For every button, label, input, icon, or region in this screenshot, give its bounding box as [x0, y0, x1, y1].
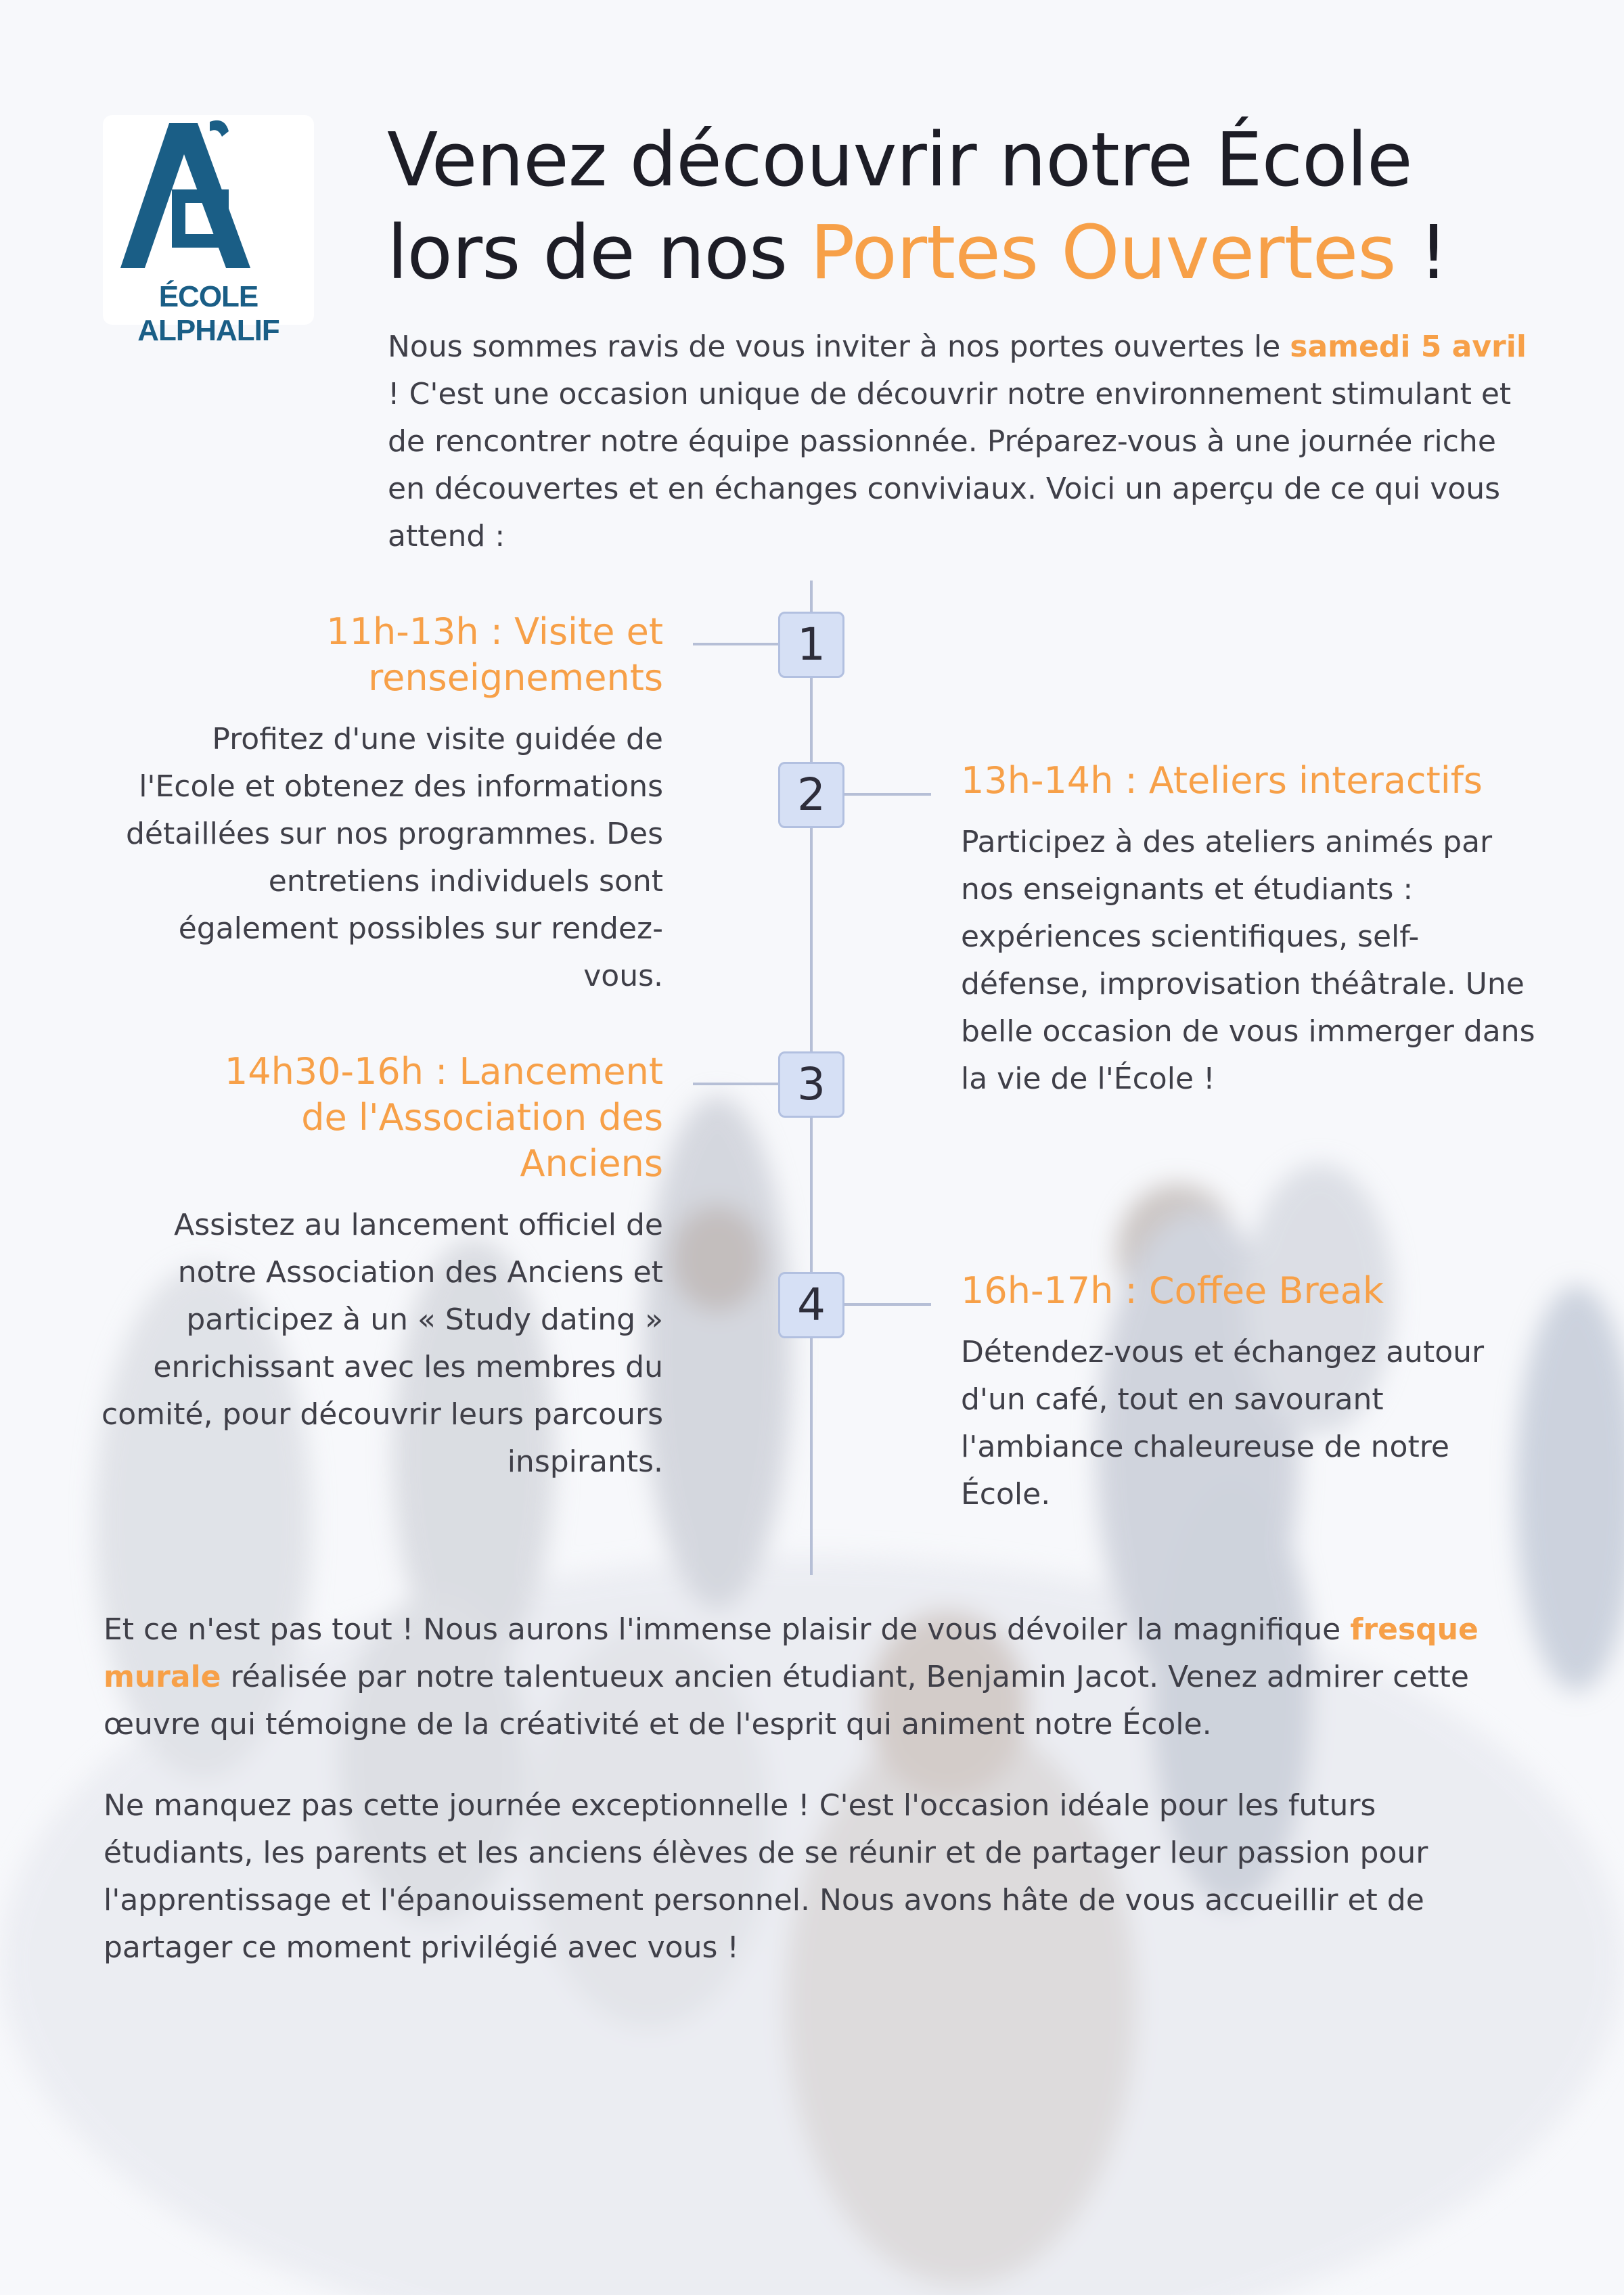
connector-1: [693, 643, 778, 645]
school-logo: [103, 115, 314, 347]
timeline-event-4: [961, 1268, 1536, 1518]
mural-highlight: fresque murale: [104, 1612, 1479, 1694]
page-title: [387, 114, 1537, 299]
event-1-title: 11h-13h : Visite et renseignements: [326, 610, 663, 699]
title-line-1: Venez découvrir notre École: [387, 116, 1412, 203]
step-3-badge: 3: [778, 1051, 844, 1118]
mural-paragraph: [104, 1606, 1531, 1748]
title-line-2-suffix: !: [1395, 209, 1448, 296]
event-3-text: Assistez au lancement officiel de notre Association des Anciens et participez à un « Study dating » enrichissant avec les membres du comité, pour découvrir leurs parcours inspirants.: [102, 1208, 663, 1479]
connector-4: [844, 1303, 931, 1306]
step-4-badge: 4: [778, 1272, 844, 1338]
intro-date-highlight: samedi 5 avril: [1290, 330, 1527, 364]
timeline-event-1: [102, 609, 663, 1000]
event-4-text: Détendez-vous et échangez autour d'un café, tout en savourant l'ambiance chaleureuse de notre École.: [961, 1335, 1485, 1512]
step-1-badge: 1: [778, 612, 844, 678]
event-3-title: 14h30-16h : Lancement de l'Association des Anciens: [224, 1050, 663, 1185]
logo-text: ÉCOLE ALPHALIF: [137, 280, 279, 347]
step-2-badge: 2: [778, 762, 844, 828]
timeline-event-3: [102, 1049, 663, 1486]
connector-2: [844, 793, 931, 796]
event-2-text: Participez à des ateliers animés par nos enseignants et étudiants : expériences scientifiques, self-défense, improvisation théâtrale. Une belle occasion de vous immerger dans la vie de l'École !: [961, 825, 1535, 1096]
intro-paragraph: [388, 323, 1531, 560]
closing-paragraph: Ne manquez pas cette journée exceptionnelle ! C'est l'occasion idéale pour les futurs étudiants, les parents et les anciens élèves de se réunir et de partager leur passion pour l'apprentissage et l'épanouissement personnel. Nous avons hâte de vous accueillir et de partager ce moment privilégié avec vous !: [104, 1788, 1428, 1965]
logo-mark-icon: [103, 115, 314, 277]
event-2-title: 13h-14h : Ateliers interactifs: [961, 759, 1483, 802]
mural-after: réalisée par notre talentueux ancien étudiant, Benjamin Jacot. Venez admirer cette œuvre qui témoigne de la créativité et de l'esprit qui animent notre École.: [104, 1660, 1469, 1742]
intro-after: ! C'est une occasion unique de découvrir notre environnement stimulant et de rencontrer notre équipe passionnée. Préparez-vous à une journée riche en découvertes et en échanges conviviaux. Voici un aperçu de ce qui vous attend :: [388, 377, 1512, 553]
connector-3: [693, 1083, 778, 1085]
event-4-title: 16h-17h : Coffee Break: [961, 1269, 1384, 1312]
title-line-2-prefix: lors de nos: [387, 209, 811, 296]
mural-before: Et ce n'est pas tout ! Nous aurons l'immense plaisir de vous dévoiler la magnifique: [104, 1612, 1351, 1647]
event-1-text: Profitez d'une visite guidée de l'Ecole et obtenez des informations détaillées sur nos programmes. Des entretiens individuels sont également possibles sur rendez-vous.: [125, 722, 663, 993]
timeline-event-2: [961, 758, 1536, 1103]
title-accent: Portes Ouvertes: [810, 209, 1396, 296]
intro-before: Nous sommes ravis de vous inviter à nos portes ouvertes le: [388, 330, 1290, 364]
